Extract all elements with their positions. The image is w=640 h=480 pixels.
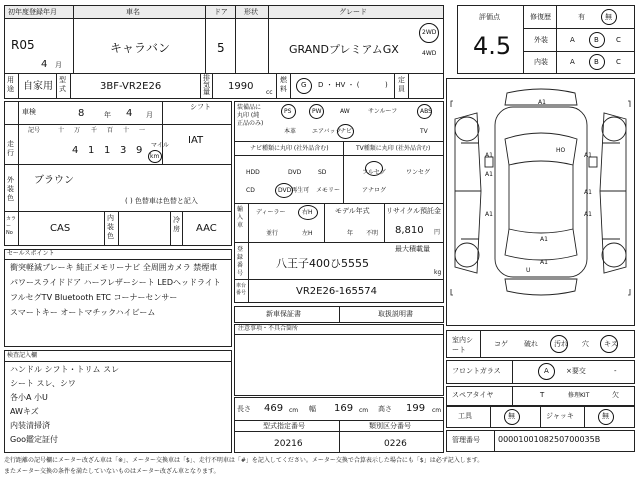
mileage-digit-0: 4 bbox=[72, 145, 79, 156]
sales-label: セールスポイント bbox=[7, 250, 55, 257]
width-unit: cm bbox=[359, 407, 369, 414]
modelyear-unit: 年 bbox=[347, 230, 354, 237]
mileage-km: km bbox=[150, 153, 160, 160]
inspector-line-2: 各小A 小U bbox=[10, 393, 48, 402]
mark-u-rear: U bbox=[526, 267, 531, 274]
colorcode-label: カラーNo bbox=[6, 216, 17, 236]
mark-a1-left3: A1 bbox=[485, 211, 493, 218]
inspection-label: 車検 bbox=[22, 108, 36, 116]
mileage-digit-3: 3 bbox=[120, 145, 127, 156]
chassis-label: 車台番号 bbox=[236, 283, 247, 296]
mileage-place-2: 万 bbox=[74, 127, 81, 134]
inspector-label: 検査記入欄 bbox=[7, 352, 38, 359]
steer-right: 右H bbox=[302, 209, 313, 216]
color-value: ブラウン bbox=[34, 175, 74, 186]
mark-a1-left2: A1 bbox=[485, 171, 493, 178]
mgmt-value: 0000100108250700035B bbox=[498, 435, 601, 444]
sales-line-0: 衝突軽減ブレーキ 純正メモリーナビ 全周囲カメラ 禁煙車 bbox=[10, 263, 218, 272]
footer-line1: 走行距離の記号欄にメーター改ざん車は「※」、メーター交換車は「$」、走行不明車は「#」を記入してください。メーター交換で合算表示した場合にも「$」は必ず記入します。 bbox=[4, 457, 484, 464]
height-unit: cm bbox=[432, 407, 442, 414]
grade-label: グレード bbox=[339, 8, 367, 16]
mark-a1-right1: A1 bbox=[584, 152, 592, 159]
mark-a1-right3: A1 bbox=[584, 211, 592, 218]
mark-a1-rear2: A1 bbox=[540, 259, 548, 266]
interior-b: B bbox=[594, 58, 599, 66]
car-outline-svg bbox=[447, 79, 634, 325]
mileage-digit-4: 9 bbox=[136, 145, 143, 156]
mileage-place-3: 千 bbox=[91, 127, 98, 134]
disp-unit: cc bbox=[266, 89, 273, 96]
mileage-place-5: 十 bbox=[123, 127, 130, 134]
mileage-digit-2: 1 bbox=[104, 145, 111, 156]
tools-label: 工具 bbox=[458, 412, 472, 420]
mileage-place-1: 十 bbox=[58, 127, 65, 134]
modelyear-unknown: 不明 bbox=[366, 230, 379, 237]
reg-date-cell bbox=[4, 5, 74, 74]
color-note: ( ) 色替車は色替と記入 bbox=[125, 197, 198, 205]
modelyear-label: モデル年式 bbox=[335, 207, 370, 215]
inspector-line-5: Goo鑑定証付 bbox=[10, 435, 58, 444]
fuel-g: G bbox=[301, 81, 307, 89]
equip-r1-4: ABS bbox=[420, 108, 432, 115]
importer-parallel: 並行 bbox=[266, 230, 279, 237]
jack-label: ジャッキ bbox=[546, 412, 574, 420]
jack-value: 無 bbox=[602, 412, 609, 420]
fuel-close: ) bbox=[385, 81, 388, 89]
navi-circle bbox=[275, 183, 293, 198]
seat-label: 室内シート bbox=[452, 336, 473, 354]
maxload-label: 最大積載量 bbox=[395, 245, 430, 253]
use-value: 自家用 bbox=[23, 81, 53, 92]
recycle-label: リサイクル預託金 bbox=[386, 207, 442, 215]
mileage-label: 走行 bbox=[7, 140, 14, 157]
mark-a1-right2: A1 bbox=[584, 189, 592, 196]
colorcode-value: CAS bbox=[50, 223, 71, 234]
navi-item-5: メモリー bbox=[316, 187, 341, 194]
fuel-d: D bbox=[318, 81, 324, 89]
inspection-year-unit: 年 bbox=[104, 111, 111, 119]
equip-r1-0: PS bbox=[284, 108, 292, 115]
inspection-month-unit: 月 bbox=[146, 111, 153, 119]
shift-value: IAT bbox=[188, 135, 204, 146]
plate-label: 登録番号 bbox=[237, 246, 244, 277]
equip-r1-1: PW bbox=[312, 108, 322, 115]
mark-a1-front: A1 bbox=[538, 99, 546, 106]
inspector-line-4: 内装清掃済 bbox=[10, 421, 50, 430]
model-cell bbox=[73, 5, 206, 74]
glass-label: フロントガラス bbox=[452, 367, 501, 375]
cap-label: 定員 bbox=[398, 76, 405, 93]
inspector-line-1: シート スレ、シワ bbox=[10, 379, 76, 388]
glass-dash: - bbox=[614, 367, 617, 375]
mark-h-roof: HO bbox=[556, 147, 566, 154]
mileage-place-6: 一 bbox=[139, 127, 146, 134]
score-value: 4.5 bbox=[473, 32, 512, 60]
length-value: 469 bbox=[264, 403, 284, 414]
grade-cell bbox=[268, 5, 444, 74]
sales-line-3: スマートキー オートマチックハイビーム bbox=[10, 308, 156, 317]
navi-item-3: CD bbox=[246, 187, 255, 194]
equip-r2-1: エアバック bbox=[312, 128, 342, 135]
plate-value: 八王子400ひ5555 bbox=[276, 257, 369, 270]
repair-label: 修復歴 bbox=[530, 13, 551, 21]
spare-label: スペアタイヤ bbox=[452, 391, 494, 399]
seat-item-2: 汚れ bbox=[554, 340, 568, 348]
spare-kit: 修理KIT bbox=[568, 392, 590, 399]
navi-item-4: DVD再生可 bbox=[278, 187, 310, 194]
glass-replace: ×要交 bbox=[566, 367, 586, 375]
modelcode-value: 20216 bbox=[274, 439, 303, 449]
length-unit: cm bbox=[289, 407, 299, 414]
spare-missing: 欠 bbox=[612, 391, 619, 399]
equip-r2-2: ナビ bbox=[340, 128, 353, 135]
equip-r1-2: AW bbox=[340, 108, 350, 115]
manual-label: 取扱説明書 bbox=[378, 310, 413, 318]
classcode-value: 0226 bbox=[384, 439, 407, 449]
equipment-label: 装備品に丸印 (純正品のみ) bbox=[237, 104, 264, 127]
recycle-unit: 円 bbox=[434, 229, 441, 236]
mileage-digit-1: 1 bbox=[88, 145, 95, 156]
width-label: 幅 bbox=[309, 405, 316, 413]
ac-label: 冷房 bbox=[173, 216, 180, 233]
equip-r2-0: 本革 bbox=[284, 128, 297, 135]
car-diagram bbox=[446, 78, 635, 326]
navi-item-1: DVD bbox=[288, 169, 302, 176]
tv-label: TV種類に丸印 (社外品含む) bbox=[356, 145, 431, 152]
type-label: 型式 bbox=[59, 76, 66, 93]
type-value: 3BF-VR2E26 bbox=[100, 81, 162, 92]
reg-date-label: 初年度登録年月 bbox=[8, 8, 57, 16]
mileage-place-4: 百 bbox=[107, 127, 114, 134]
inspection-month: 4 bbox=[126, 108, 133, 119]
tools-value: 無 bbox=[508, 412, 515, 420]
length-label: 長さ bbox=[237, 405, 251, 413]
notes-label: 注意事項・不具合箇所 bbox=[238, 325, 299, 332]
importer-label: 輸入車 bbox=[237, 206, 244, 229]
fuel-rest: ・ HV ・ ( bbox=[326, 81, 360, 89]
recycle-value: 8,810 bbox=[395, 225, 424, 236]
spare-t: T bbox=[540, 391, 545, 399]
model-label: 車名 bbox=[126, 8, 140, 16]
importer-dealer: ディーラー bbox=[256, 209, 286, 216]
mark-a1-rear1: A1 bbox=[540, 236, 548, 243]
reg-year: R05 bbox=[11, 38, 35, 52]
fuel-label: 燃料 bbox=[280, 76, 287, 93]
modelcode-label: 型式指定番号 bbox=[263, 422, 305, 430]
exterior-b: B bbox=[594, 36, 599, 44]
intcolor-label: 内装色 bbox=[107, 214, 114, 240]
equip-r1-3: サンルーフ bbox=[368, 108, 398, 115]
reg-month: 4 bbox=[41, 59, 48, 70]
width-value: 169 bbox=[334, 403, 354, 414]
height-value: 199 bbox=[406, 403, 426, 414]
grade-value: GRANDプレミアムGX bbox=[289, 43, 399, 56]
doors-label: ドア bbox=[214, 8, 228, 16]
model-value: キャラバン bbox=[110, 41, 171, 55]
mark-a1-left1: A1 bbox=[485, 152, 493, 159]
equip-r2-4: TV bbox=[420, 128, 428, 135]
inspection-year: 8 bbox=[78, 108, 85, 119]
doors-cell bbox=[205, 5, 236, 74]
classcode-label: 類別区分番号 bbox=[369, 422, 411, 430]
steer-left: 左H bbox=[302, 230, 313, 237]
repair-no: 無 bbox=[605, 13, 612, 21]
seat-item-0: コゲ bbox=[494, 340, 508, 348]
footer-line2: またメーター交換の条件を満たしていないものはメーター改ざん車となります。 bbox=[4, 468, 220, 475]
interior-c: C bbox=[616, 58, 621, 66]
tv-item-2: アナログ bbox=[362, 187, 387, 194]
mgmt-label: 管理番号 bbox=[452, 436, 480, 444]
exterior-a: A bbox=[570, 36, 575, 44]
interior-label: 内装 bbox=[534, 58, 548, 66]
disp-label: 排気量 bbox=[203, 74, 210, 96]
mileage-place-0: 記号 bbox=[28, 127, 41, 134]
inspector-line-3: AWキズ bbox=[10, 407, 39, 416]
tv-item-1: ワンセグ bbox=[406, 169, 431, 176]
use-label: 用途 bbox=[7, 76, 14, 93]
ac-value: AAC bbox=[196, 223, 217, 234]
score-label: 評価点 bbox=[479, 13, 500, 21]
doors-value: 5 bbox=[217, 41, 225, 55]
disp-value: 1990 bbox=[228, 81, 254, 92]
seat-item-1: 破れ bbox=[524, 340, 538, 348]
exterior-c: C bbox=[616, 36, 621, 44]
shift-label: シフト bbox=[190, 103, 211, 111]
shape-cell bbox=[235, 5, 269, 74]
interior-a: A bbox=[570, 58, 575, 66]
maxload-unit: kg bbox=[434, 269, 442, 276]
color-label: 外装色 bbox=[7, 176, 14, 202]
navi-label: ナビ種類に丸印 (社外品含む) bbox=[250, 145, 329, 152]
sales-line-2: フルセグTV Bluetooth ETC コーナーセンサー bbox=[10, 293, 178, 302]
repair-yes: 有 bbox=[578, 13, 585, 21]
navi-item-0: HDD bbox=[246, 169, 260, 176]
navi-item-2: SD bbox=[318, 169, 327, 176]
height-label: 高さ bbox=[378, 405, 392, 413]
tv-item-0: フルセグ bbox=[362, 169, 386, 176]
drive-4wd: 4WD bbox=[422, 50, 437, 57]
exterior-label: 外装 bbox=[534, 36, 548, 44]
tv-circle bbox=[365, 161, 383, 176]
reg-month-unit: 月 bbox=[55, 61, 62, 69]
chassis-value: VR2E26-165574 bbox=[296, 286, 377, 297]
sales-line-1: パワースライドドア ハーフレザーシート LEDヘッドライト bbox=[10, 278, 221, 287]
inspector-line-0: ハンドル シフト・トリム スレ bbox=[10, 365, 120, 374]
drive-2wd: 2WD bbox=[422, 29, 437, 36]
seat-item-4: キズ bbox=[604, 340, 618, 348]
glass-a: A bbox=[544, 367, 549, 375]
warranty-label: 新車保証書 bbox=[266, 310, 301, 318]
mileage-mile: マイル bbox=[151, 142, 169, 149]
seat-item-3: 穴 bbox=[582, 340, 589, 348]
shape-label: 形状 bbox=[244, 8, 258, 16]
